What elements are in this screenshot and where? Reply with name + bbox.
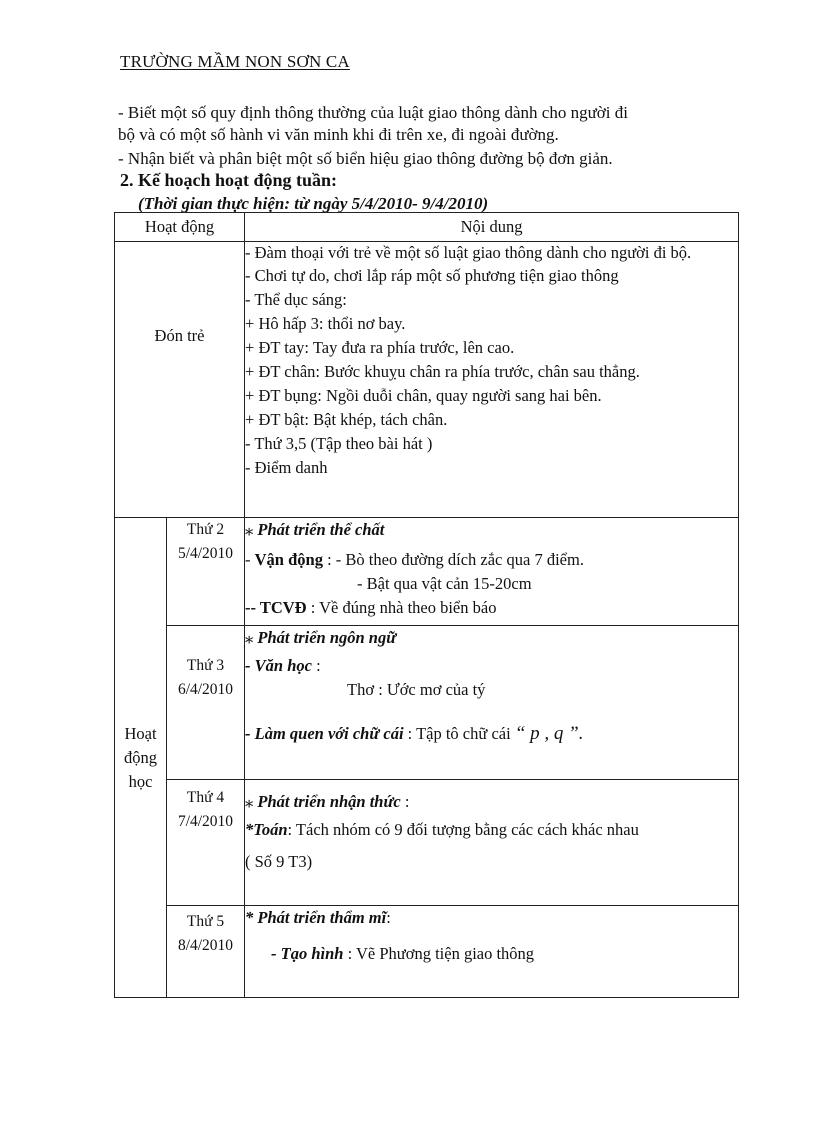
- header-activity: Hoạt động: [115, 213, 245, 242]
- math-line: [245, 818, 738, 842]
- intro-line: - Biết một số quy định thông thường của luật giao thông dành cho người đi: [118, 103, 628, 122]
- table-row-thursday: [115, 906, 739, 998]
- math-label: *Toán: [245, 820, 288, 839]
- game-text: : Về đúng nhà theo biển báo: [310, 598, 497, 617]
- content-tuesday: [245, 626, 739, 780]
- domain-title: Phát triển thể chất: [257, 520, 385, 539]
- math-note: ( Số 9 T3): [245, 852, 313, 871]
- section-period: (Thời gian thực hiện: từ ngày 5/4/2010- 9/4/2010): [138, 194, 489, 213]
- asterisk-icon: ⁎: [245, 628, 254, 647]
- letters-label: - Làm quen với chữ cái: [245, 724, 404, 743]
- letters-value: “ p , q ”.: [514, 723, 584, 744]
- literature-line: [245, 654, 738, 678]
- weekly-plan-table: [114, 212, 739, 998]
- art-text: : Vẽ Phương tiện giao thông: [347, 944, 535, 963]
- welcome-label-text: Đón trẻ: [154, 325, 205, 345]
- learning-label-line: học: [128, 771, 153, 791]
- motor-label: Vận động: [254, 550, 323, 569]
- welcome-line: - Thể dục sáng:: [245, 290, 347, 309]
- welcome-label: [115, 242, 245, 518]
- learning-label-line: Hoạt: [124, 723, 157, 743]
- learning-label: [115, 518, 167, 998]
- domain-suffix: :: [400, 792, 410, 811]
- domain-title: Phát triển nhận thức: [257, 792, 401, 811]
- table-row-monday: [115, 518, 739, 626]
- domain-heading: [245, 518, 738, 542]
- day-cell-monday: [167, 518, 245, 626]
- literature-colon: :: [316, 656, 321, 675]
- day-date: 7/4/2010: [177, 813, 234, 830]
- intro-line: - Nhận biết và phân biệt một số biển hiệu giao thông đường bộ đơn giản.: [118, 149, 613, 168]
- letters-line: [245, 722, 738, 746]
- day-date: 6/4/2010: [177, 681, 234, 698]
- day-cell-thursday: [167, 906, 245, 998]
- domain-title: * Phát triển thẩm mĩ: [245, 908, 387, 927]
- art-line: [245, 942, 738, 966]
- letters-text: : Tập tô chữ cái: [407, 724, 515, 743]
- day-date: 5/4/2010: [177, 545, 234, 562]
- welcome-line: + ĐT tay: Tay đưa ra phía trước, lên cao.: [245, 338, 515, 357]
- content-wednesday: [245, 780, 739, 906]
- math-text: : Tách nhóm có 9 đối tượng bằng các cách khác nhau: [287, 820, 639, 839]
- motor-text: : - Bò theo đường dích zắc qua 7 điểm.: [327, 550, 584, 569]
- motor-line: - Vận động : - Bò theo đường dích zắc qua 7 điểm.: [245, 550, 584, 569]
- welcome-line: - Điểm danh: [245, 458, 328, 477]
- welcome-content: [245, 242, 739, 518]
- domain-heading: [245, 626, 738, 650]
- welcome-line: + ĐT bật: Bật khép, tách chân.: [245, 410, 448, 429]
- welcome-line: - Đàm thoại với trẻ về một số luật giao thông dành cho người đi bộ.: [245, 243, 692, 262]
- art-label: - Tạo hình: [271, 944, 344, 963]
- content-thursday: [245, 906, 739, 998]
- table-row-welcome: [115, 242, 739, 518]
- day-cell-wednesday: [167, 780, 245, 906]
- day-name: Thứ 3: [186, 657, 225, 674]
- school-name: TRƯỜNG MẦM NON SƠN CA: [120, 52, 350, 71]
- day-name: Thứ 2: [186, 521, 225, 538]
- section-title: 2. Kế hoạch hoạt động tuần:: [120, 170, 338, 190]
- learning-label-line: động: [124, 747, 157, 767]
- welcome-line: - Chơi tự do, chơi lắp ráp một số phương tiện giao thông: [245, 266, 619, 285]
- welcome-line: + ĐT chân: Bước khuỵu chân ra phía trước, chân sau thẳng.: [245, 362, 640, 381]
- domain-heading: [245, 790, 738, 814]
- table-header-row: [115, 213, 739, 242]
- content-monday: [245, 518, 739, 626]
- day-name: Thứ 5: [186, 913, 225, 930]
- motor-line-2: - Bật qua vật cản 15-20cm: [357, 574, 532, 593]
- game-label: -- TCVĐ: [245, 598, 307, 617]
- day-name: Thứ 4: [186, 789, 225, 806]
- day-date: 8/4/2010: [177, 937, 234, 954]
- domain-heading: [245, 906, 738, 930]
- domain-suffix: :: [386, 908, 391, 927]
- asterisk-icon: ⁎: [245, 520, 254, 539]
- intro-text: [118, 102, 718, 170]
- literature-label: - Văn học: [245, 656, 312, 675]
- welcome-line: + ĐT bụng: Ngồi duỗi chân, quay người sang hai bên.: [245, 386, 602, 405]
- intro-line: bộ và có một số hành vi văn minh khi đi trên xe, đi ngoài đường.: [118, 125, 559, 144]
- table-row-wednesday: [115, 780, 739, 906]
- game-line: [245, 596, 738, 620]
- poem-line: Thơ : Ước mơ của tý: [347, 680, 486, 699]
- table-row-tuesday: [115, 626, 739, 780]
- welcome-line: - Thứ 3,5 (Tập theo bài hát ): [245, 434, 433, 453]
- asterisk-icon: ⁎: [245, 792, 254, 811]
- day-cell-tuesday: [167, 626, 245, 780]
- welcome-line: + Hô hấp 3: thổi nơ bay.: [245, 314, 406, 333]
- header-content: Nội dung: [245, 213, 739, 242]
- domain-title: Phát triển ngôn ngữ: [257, 628, 397, 647]
